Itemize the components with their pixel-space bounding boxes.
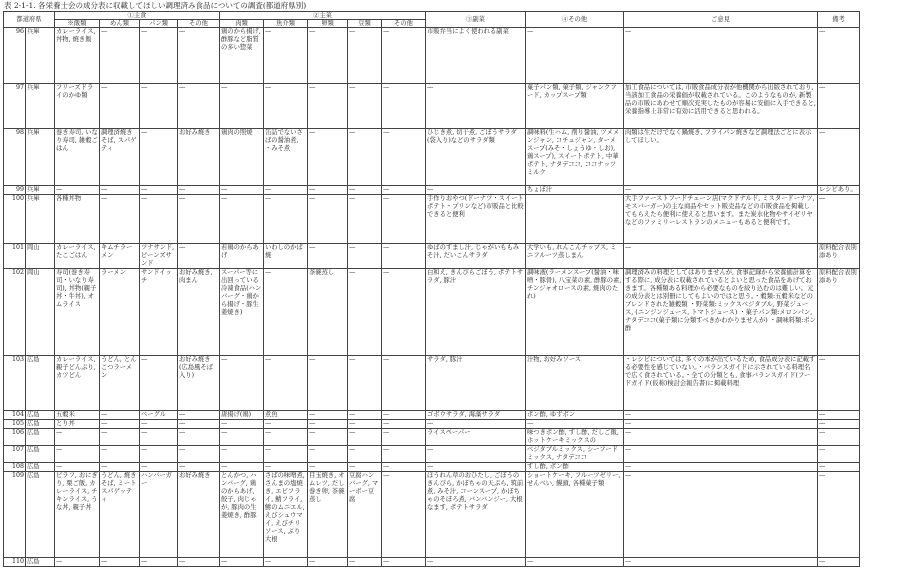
table-row (4, 420, 860, 429)
table-cell: — (308, 244, 348, 269)
header-prefecture: 都道府県 (4, 12, 55, 28)
table-cell: うどん, とんこつラーメン (100, 356, 140, 411)
table-cell: — (348, 411, 382, 420)
row-number: 104 (4, 411, 26, 420)
table-cell: 寿司(巻き寿司・いなり寿司), 丼物(親子丼・牛丼), オムライス (55, 269, 100, 356)
table-cell: — (382, 129, 426, 186)
table-cell: お好み焼き, 肉まん (178, 269, 220, 356)
table-cell: — (348, 244, 382, 269)
header-meat: 肉類 (220, 20, 264, 28)
table-cell: さばの味噌煮, さんまの塩焼き, エビフライ, 鯖フライ, 鯵のムニエル, えびシュウマイ, えびチリソース, ぶり大根 (264, 472, 308, 558)
table-cell: — (308, 195, 348, 244)
table-cell: 鶏のから揚げ, 酢豚など脂質の多い惣菜 (220, 28, 264, 84)
table-cell: — (348, 269, 382, 356)
table-cell: — (818, 446, 860, 463)
table-row (4, 269, 860, 356)
table-cell: — (818, 411, 860, 420)
row-number: 108 (4, 463, 26, 472)
header-main-other: その他 (382, 20, 426, 28)
table-cell: — (308, 356, 348, 411)
table-cell: — (818, 420, 860, 429)
prefecture-cell: 広島 (26, 420, 55, 429)
table-cell: 大手ファーストフードチェーン店(マクドナルド, ミスタードーナツ, モスバーガー)の主な商品やセット販売品などの市販食品を掲載してもらえたら便利に使えると思います。また炭水化物やサイゼリヤなどのファミリーレストランのメニューもあると便利です。 (624, 195, 818, 244)
table-cell: — (818, 463, 860, 472)
table-cell: フリーズドライのかゆ類 (55, 84, 100, 129)
table-cell: — (178, 244, 220, 269)
row-number: 96 (4, 28, 26, 84)
table-cell: — (818, 558, 860, 567)
table-cell: — (140, 195, 178, 244)
row-number: 99 (4, 186, 26, 195)
table-cell: — (140, 186, 178, 195)
table-cell: — (382, 472, 426, 558)
table-cell: — (526, 28, 624, 84)
table-cell: — (624, 429, 818, 446)
table-cell: — (55, 558, 100, 567)
table-cell: — (818, 28, 860, 84)
table-cell: — (100, 420, 140, 429)
table-cell: 缶詰でないさばの醤油煮, ・みそ煮 (264, 129, 308, 186)
table-cell: — (220, 558, 264, 567)
table-cell: — (348, 186, 382, 195)
table-cell: — (818, 129, 860, 186)
table-cell: 菓子パン類, 菓子類, ジャンクフード, カップスープ類 (526, 84, 624, 129)
table-cell: — (220, 420, 264, 429)
table-row (4, 446, 860, 463)
table-cell: — (348, 356, 382, 411)
table-cell: — (382, 446, 426, 463)
table-cell: — (220, 446, 264, 463)
table-cell: 調味料(生ハム, 削り醤油, ツメメンジャン, コチュジャン, ターメスープ(みそ・しょうゆ・しお), 鶏スープ), スイートポテト, 中華ポテト, ナタデココ, ココナッツミルク (526, 129, 624, 186)
table-cell: — (178, 186, 220, 195)
row-number: 105 (4, 420, 26, 429)
table-cell: — (264, 558, 308, 567)
table-cell: — (220, 195, 264, 244)
table-cell: お好み焼き (178, 472, 220, 558)
table-cell: ちょぼ汁 (526, 186, 624, 195)
row-number: 106 (4, 429, 26, 446)
table-cell: — (220, 84, 264, 129)
table-cell: 五穀米 (55, 411, 100, 420)
table-cell: 唐揚げ(鶏) (220, 411, 264, 420)
header-main-dish: ②主菜 (220, 12, 426, 20)
table-cell: カレーライス, たこごはん (55, 244, 100, 269)
row-number: 110 (4, 558, 26, 567)
table-cell: — (382, 429, 426, 446)
table-cell: ・レシピについては, 多くの本が出ているため, 食品成分表に記載する必要性を感じていない。・バランスガイドに示されている料理名で広く食されている。・全ての分類とも, 食事バランスガイド(フードガイド(仮称)検討会報告書)に掲載料理 (624, 356, 818, 411)
table-cell: — (818, 356, 860, 411)
table-cell: — (100, 84, 140, 129)
prefecture-cell: 岡山 (26, 269, 55, 356)
table-cell: 原料配合表別添あり (818, 269, 860, 356)
table-cell (526, 195, 624, 244)
prefecture-cell: 兵庫 (26, 129, 55, 186)
header-seafood: 魚介類 (264, 20, 308, 28)
table-cell: — (100, 186, 140, 195)
table-cell: スーパー等に出回っている冷凍食品(ハンバーグ・鶏から揚げ・豚生姜焼き) (220, 269, 264, 356)
table-cell: — (308, 411, 348, 420)
table-cell: ピラフ, おにぎり, 栗ご飯, カレーライス, チキンライス, うな丼, 親子丼 (55, 472, 100, 558)
row-number: 101 (4, 244, 26, 269)
table-cell: ポン酢, ゆずポン (526, 411, 624, 420)
prefecture-cell: 広島 (26, 356, 55, 411)
table-cell: — (100, 463, 140, 472)
table-cell: — (308, 463, 348, 472)
table-cell: — (426, 420, 526, 429)
header-other: ④その他 (526, 12, 624, 28)
table-cell: — (308, 28, 348, 84)
table-cell: — (426, 84, 526, 129)
table-cell: — (624, 558, 818, 567)
table-cell: — (178, 420, 220, 429)
table-cell: ひじき煮, 切干煮, ごぼうサラダ(袋入り)などのサラダ類 (426, 129, 526, 186)
table-cell: ラーメン (100, 269, 140, 356)
table-cell: 市販弁当によく使われる副菜 (426, 28, 526, 84)
table-cell: — (264, 420, 308, 429)
prefecture-cell: 岡山 (26, 244, 55, 269)
row-number: 103 (4, 356, 26, 411)
table-cell: — (624, 446, 818, 463)
table-cell: — (100, 28, 140, 84)
table-cell: — (178, 463, 220, 472)
table-cell: — (426, 463, 526, 472)
row-number: 98 (4, 129, 26, 186)
row-number: 107 (4, 446, 26, 463)
table-cell: — (348, 84, 382, 129)
table-cell: — (100, 558, 140, 567)
table-cell: — (818, 429, 860, 446)
table-cell: — (624, 244, 818, 269)
table-cell: — (220, 463, 264, 472)
table-cell: お好み焼き (178, 129, 220, 186)
table-cell: — (382, 420, 426, 429)
table-cell: — (526, 420, 624, 429)
table-cell: — (140, 429, 178, 446)
table-cell: — (308, 429, 348, 446)
table-cell: — (624, 472, 818, 558)
table-cell: ゆばのすまし汁, じゃがいももみそ汁, だいこんサラダ (426, 244, 526, 269)
table-cell: — (348, 446, 382, 463)
table-cell: — (264, 356, 308, 411)
table-cell: — (140, 446, 178, 463)
prefecture-cell: 兵庫 (26, 28, 55, 84)
table-cell: — (348, 420, 382, 429)
table-cell: — (382, 244, 426, 269)
table-cell: — (220, 356, 264, 411)
header-bread: パン類 (140, 20, 178, 28)
table-cell: — (818, 472, 860, 558)
table-cell: — (348, 195, 382, 244)
table-cell: ベーグル (140, 411, 178, 420)
table-cell: — (264, 186, 308, 195)
header-rice: ※飯類 (55, 20, 100, 28)
table-cell: — (55, 186, 100, 195)
table-row (4, 463, 860, 472)
table-cell: いわしのかば焼 (264, 244, 308, 269)
table-cell: — (178, 411, 220, 420)
table-cell: 汁物, お好みソース (526, 356, 624, 411)
table-cell: — (140, 356, 178, 411)
table-cell: — (818, 84, 860, 129)
prefecture-cell: 兵庫 (26, 195, 55, 244)
table-cell: — (348, 558, 382, 567)
table-cell: — (382, 84, 426, 129)
table-cell: レシピあり。 (818, 186, 860, 195)
table-cell: — (382, 558, 426, 567)
prefecture-cell: 兵庫 (26, 186, 55, 195)
table-cell: — (178, 28, 220, 84)
prefecture-cell: 広島 (26, 472, 55, 558)
table-cell: カレーライス, 丼物, 焼き飯 (55, 28, 100, 84)
table-cell: — (100, 429, 140, 446)
table-cell: 肉類は生だけでなく鍋焼き, フライパン焼きなど調理法ごとに表示してほしい。 (624, 129, 818, 186)
table-cell: とんかつ, ハンバーグ, 鶏のからあげ, 餃子, 肉じゃが, 豚肉の生姜焼き, 酢豚 (220, 472, 264, 558)
prefecture-cell: 広島 (26, 446, 55, 463)
table-cell: — (178, 558, 220, 567)
table-cell: — (818, 195, 860, 244)
table-row (4, 195, 860, 244)
table-cell: — (140, 420, 178, 429)
header-bean: 豆類 (348, 20, 382, 28)
table-cell: — (348, 463, 382, 472)
table-cell: 煮魚 (264, 411, 308, 420)
table-cell: — (55, 429, 100, 446)
table-cell: — (220, 186, 264, 195)
table-cell: — (426, 186, 526, 195)
table-row (4, 472, 860, 558)
table-cell: ほうれん草のおひたし, ごぼうのきんぴら, かぼちゃの天ぷら, 筑前煮, みそ汁, コーンスープ, かぼちゃのそぼろ煮, バンバンジー, 大根なます, ポテトサラダ (426, 472, 526, 558)
table-cell: カレーライス, 親子どんぶり, カツどん (55, 356, 100, 411)
table-cell: — (382, 356, 426, 411)
table-cell: ゴボウサラダ, 海藻サラダ (426, 411, 526, 420)
prefecture-cell: 兵庫 (26, 84, 55, 129)
row-number: 97 (4, 84, 26, 129)
table-cell: — (178, 446, 220, 463)
survey-table (3, 11, 860, 567)
table-cell: — (624, 420, 818, 429)
table-cell: — (382, 195, 426, 244)
table-cell: — (426, 446, 526, 463)
table-cell: — (308, 129, 348, 186)
table-row (4, 244, 860, 269)
table-cell: — (264, 195, 308, 244)
table-cell: — (382, 28, 426, 84)
table-cell: — (264, 269, 308, 356)
table-cell: 目玉焼き, オムレツ, だし巻き卵, 茶碗蒸し (308, 472, 348, 558)
table-row (4, 411, 860, 420)
table-cell: 原料配合表別添あり (818, 244, 860, 269)
table-cell: — (382, 186, 426, 195)
table-cell: 手作りおやつ(ドーナツ・スイートポテト・プリンなど)市販品と比較できると便利 (426, 195, 526, 244)
table-cell: 調理済みの料理としてはありませんが, 食事記録から栄養価計算をする際に, 成分表に収載されているとよいと思った食品をあげておきます。各種類ある料理から必要なものを絞り込むのは難しい。元の成分表とは別冊にしてもよいのではと思う。・穀類:五穀米などのブレンドされた雑穀類 ・野菜類:ミックスベジタブル, 野菜ジュース, (ニンジンジュース, トマトジュース) ・菓子パン類:メロンパン, ナタデココ(菓子類に分類すべきかわかりませんが) ・調味料類:ポン酢 (624, 269, 818, 356)
row-number: 100 (4, 195, 26, 244)
table-row (4, 558, 860, 567)
table-cell: 調理済焼きそば, スパゲティ (100, 129, 140, 186)
table-cell: — (624, 463, 818, 472)
table-cell: — (624, 186, 818, 195)
table-cell: 大学いも, れんこんチップス, ミニフルーツ蒸しまん (526, 244, 624, 269)
table-cell: 各種丼物 (55, 195, 100, 244)
header-egg: 卵類 (308, 20, 348, 28)
table-cell: ツナサンド, ピーンズサンド (140, 244, 178, 269)
table-row (4, 186, 860, 195)
row-number: 102 (4, 269, 26, 356)
header-staple-other: その他 (178, 20, 220, 28)
table-row (4, 356, 860, 411)
table-cell: 豆腐ハンバーグ, マーボー豆腐 (348, 472, 382, 558)
table-cell: — (140, 463, 178, 472)
table-cell: 鶏肉の照焼 (220, 129, 264, 186)
prefecture-cell: 広島 (26, 463, 55, 472)
row-number: 109 (4, 472, 26, 558)
table-cell: 加工食品については, 市販食品成分表が他機関から出版されており, 当該加工食品の栄養価が収載されている。このようなものが, 新製品の市販にあわせて順次充実したものが容易に安価に入手できると, 栄養指導上非常に有効に活用できると思われる。 (624, 84, 818, 129)
table-cell: 巻き寿司, いなり寿司, 雑穀ごはん (55, 129, 100, 186)
table-cell: — (178, 84, 220, 129)
table-cell: とり丼 (55, 420, 100, 429)
table-cell: — (178, 195, 220, 244)
table-cell: — (178, 429, 220, 446)
header-staple: ①主食 (55, 12, 220, 20)
table-cell: サンドイッチ (140, 269, 178, 356)
table-cell: — (308, 420, 348, 429)
table-cell: — (382, 269, 426, 356)
table-cell: サラダ, 豚汁 (426, 356, 526, 411)
table-row (4, 129, 860, 186)
table-cell: — (264, 84, 308, 129)
table-cell: — (348, 129, 382, 186)
table-cell: — (140, 129, 178, 186)
table-cell: うどん, 焼きそば, ミートスパゲッティ (100, 472, 140, 558)
table-cell: — (348, 429, 382, 446)
table-cell: — (220, 429, 264, 446)
table-caption: 表 2-1-1. 各栄養士会の成分表に収載してほしい調理済み食品についての調査(都道府県別) (4, 1, 307, 10)
table-cell: — (100, 411, 140, 420)
table-cell: ハンバーガー (140, 472, 178, 558)
table-cell: — (264, 463, 308, 472)
header-group-row (4, 12, 860, 20)
table-cell: — (140, 84, 178, 129)
table-cell: — (348, 28, 382, 84)
table-cell: ライスペーパー (426, 429, 526, 446)
table-cell: — (308, 558, 348, 567)
header-opinion: ご意見 (624, 12, 818, 28)
table-cell: — (100, 195, 140, 244)
table-row (4, 84, 860, 129)
table-cell: — (382, 411, 426, 420)
table-cell: ショートケーキ, フルーツゼリー, せんべい, 饅頭, 各種菓子類 (526, 472, 624, 558)
table-row (4, 28, 860, 84)
prefecture-cell: 広島 (26, 558, 55, 567)
header-side-dish: ③副菜 (426, 12, 526, 28)
table-cell: — (264, 28, 308, 84)
prefecture-cell: 広島 (26, 429, 55, 446)
table-cell: — (264, 429, 308, 446)
table-cell: — (140, 558, 178, 567)
table-cell: — (526, 558, 624, 567)
table-cell: 味つきポン酢, すし酢, だしご飯, ホットケーキミックスの (526, 429, 624, 446)
header-noodles: めん類 (100, 20, 140, 28)
table-cell: 調味液(ラーメンスープ(醤油・味噌・豚骨), 八宝菜の素, 酢豚の素, チンジャオロースの素, 焼肉のたれ) (526, 269, 624, 356)
table-cell: — (308, 446, 348, 463)
header-remarks: 備考 (818, 12, 860, 28)
table-cell: すし酢, ポン酢 (526, 463, 624, 472)
table-cell: — (264, 446, 308, 463)
table-cell: — (308, 186, 348, 195)
table-cell: 白和え, きんぴらごぼう, ポテトサラダ, 豚汁 (426, 269, 526, 356)
table-cell: — (55, 463, 100, 472)
table-cell: ベジタブルミックス, シーフードミックス, ナタデココ (526, 446, 624, 463)
table-cell: お好み焼き(広島風そば入り) (178, 356, 220, 411)
table-cell: — (382, 463, 426, 472)
prefecture-cell: 広島 (26, 411, 55, 420)
table-cell: 若鶏のからあげ (220, 244, 264, 269)
table-row (4, 429, 860, 446)
table-cell: — (308, 84, 348, 129)
table-cell: — (100, 446, 140, 463)
table-cell: — (55, 446, 100, 463)
table-cell: キムチラーメン (100, 244, 140, 269)
table-cell: — (426, 558, 526, 567)
table-cell: — (140, 28, 178, 84)
table-cell: — (624, 411, 818, 420)
table-cell: 茶碗蒸し (308, 269, 348, 356)
table-cell: — (624, 28, 818, 84)
